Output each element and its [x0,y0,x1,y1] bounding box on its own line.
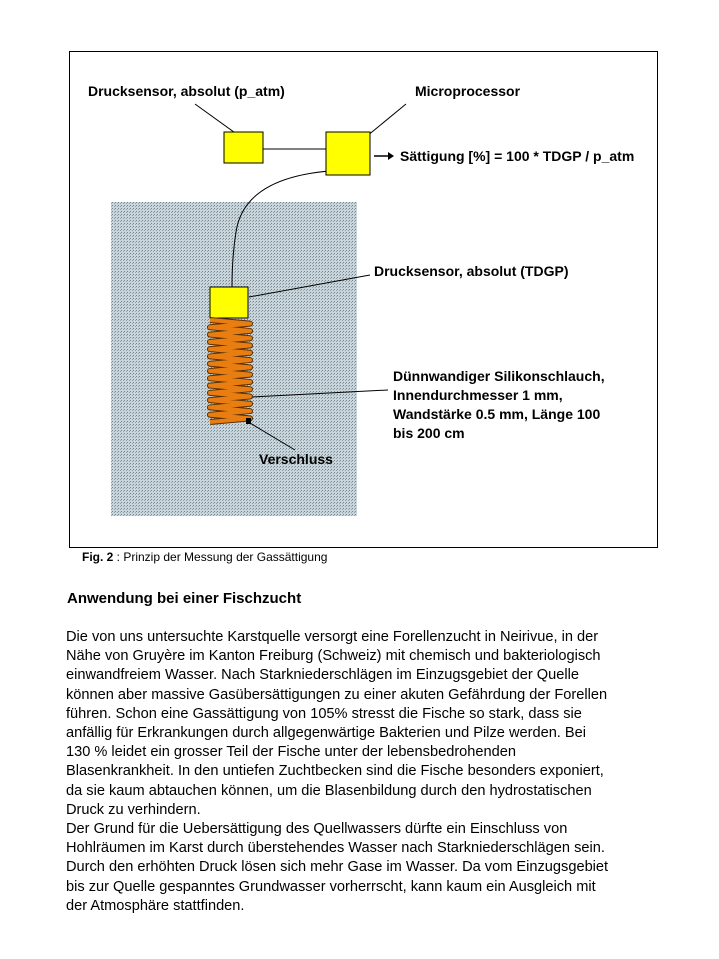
text-line: 130 % leidet ein grosser Teil der Fische unter der lebensbedrohenden [66,744,516,761]
pressure-sensor-atm [224,132,263,163]
text-line: anfällig für Erkrankungen durch allgegenwärtige Bakterien und Pilze werden. Bei [66,725,587,742]
text-line: Der Grund für die Uebersättigung des Quellwassers dürfte ein Einschluss von [66,821,568,838]
text-line: Die von uns untersuchte Karstquelle versorgt eine Forellenzucht in Neirivue, in der [66,629,599,645]
microprocessor-box [326,132,370,175]
text-line: bis zur Quelle gespanntes Grundwasser vorherrscht, kann kaum ein Ausgleich mit [66,878,596,895]
label-silicone-hose [393,367,633,443]
label-microprocessor: Microprocessor [415,83,521,99]
text-line: Nähe von Gruyère im Kanton Freiburg (Schweiz) mit chemisch und bakteriologisch [66,648,601,665]
label-closure: Verschluss [259,451,333,467]
text-line: einwandfreiem Wasser. Nach Starkniederschlägen im Einzugsgebiet der Quelle [66,667,579,684]
label-sensor-tdgp: Drucksensor, absolut (TDGP) [374,263,569,279]
pressure-sensor-tdgp [210,287,248,318]
label-hose-line: bis 200 cm [393,425,465,441]
label-saturation-formula: Sättigung [%] = 100 * TDGP / p_atm [400,148,635,164]
leader-line-sensor-atm [195,104,238,135]
output-arrow-head [388,152,394,160]
tube-closure [246,418,251,424]
label-sensor-atm: Drucksensor, absolut (p_atm) [88,83,285,99]
body-paragraph [66,628,666,916]
label-hose-line: Innendurchmesser 1 mm, [393,387,563,403]
figure-frame [69,51,658,548]
text-line: Druck zu verhindern. [66,801,201,818]
label-hose-line: Wandstärke 0.5 mm, Länge 100 [393,406,601,422]
caption-prefix: Fig. 2 [82,550,114,564]
caption-text: : Prinzip der Messung der Gassättigung [113,550,328,564]
measurement-diagram [70,52,659,549]
text-line: Hohlräumen im Karst durch überstehendes Wasser nach Starkniederschlägen sein. [66,840,605,857]
text-line: können aber massive Gasübersättigungen zu einer akuten Gefährdung der Forellen [66,686,608,703]
text-line: Blasenkrankheit. In den untiefen Zuchtbecken sind die Fische besonders exponiert, [66,763,604,780]
text-line: führen. Schon eine Gassättigung von 105% stresst die Fische so stark, dass sie [66,705,582,722]
text-line: der Atmosphäre stattfinden. [66,897,245,914]
label-hose-line: Dünnwandiger Silikonschlauch, [393,368,605,384]
text-line: da sie kaum abtauchen können, um die Blasenbildung durch den hydrostatischen [66,782,592,799]
text-line: Durch den erhöhten Druck lösen sich mehr Gase im Wasser. Da vom Einzugsgebiet [66,859,609,876]
section-heading: Anwendung bei einer Fischzucht [67,590,302,607]
figure-caption [82,550,327,564]
